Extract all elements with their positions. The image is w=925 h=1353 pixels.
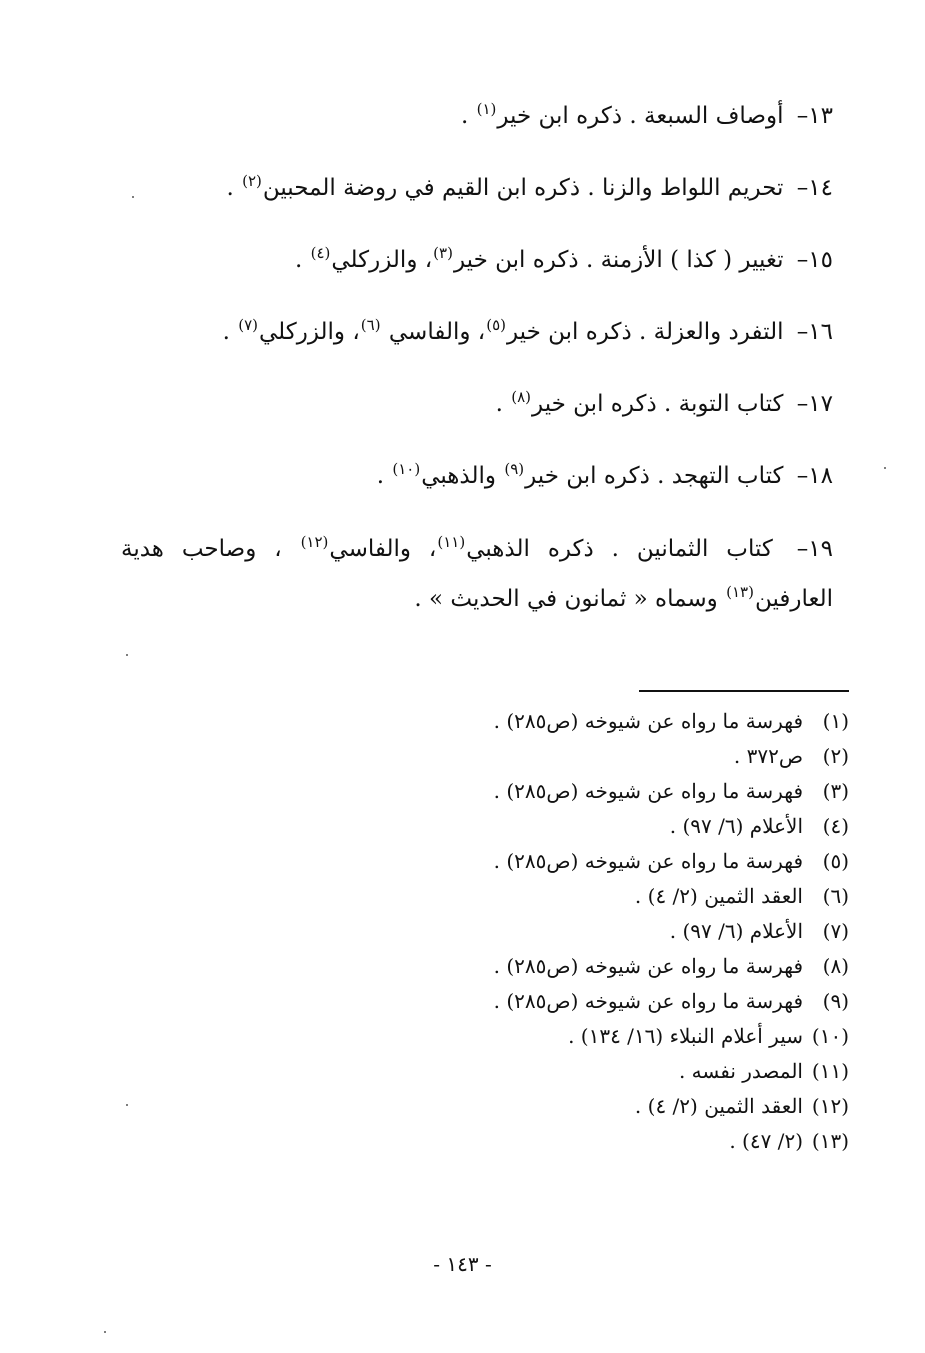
footnote-marker[interactable]: (٣)	[433, 244, 453, 263]
entry-text: ، وصاحب هدية العارفين	[121, 536, 833, 612]
footnote-item	[349, 949, 849, 984]
footnote-text: (٢/ ٤٧) .	[729, 1129, 803, 1153]
footnote-number: (٢)	[822, 744, 849, 768]
footnote-number: (١٠)	[811, 1024, 849, 1048]
entry-17	[113, 386, 833, 422]
entry-19	[121, 524, 833, 624]
footnote-item	[349, 809, 849, 844]
footnote-text: فهرسة ما رواه عن شيوخه (ص٢٨٥) .	[493, 709, 803, 733]
entry-text: ، والفاسي	[381, 319, 486, 345]
footnote-item	[349, 844, 849, 879]
entry-text: ، والزركلي	[331, 247, 433, 273]
footnote-item	[349, 704, 849, 739]
footnote-marker[interactable]: (٨)	[511, 388, 532, 407]
entry-text: التفرد والعزلة . ذكره ابن خير	[506, 319, 784, 345]
entry-text: .	[294, 247, 310, 273]
footnote-number: (١)	[822, 709, 849, 733]
footnote-marker[interactable]: (١)	[476, 100, 497, 119]
entry-text: .	[495, 391, 511, 417]
footnote-marker[interactable]: (٩)	[504, 460, 525, 479]
footnote-number: (٤)	[822, 814, 849, 838]
footnote-text: فهرسة ما رواه عن شيوخه (ص٢٨٥) .	[493, 989, 803, 1013]
scan-speck	[884, 467, 886, 469]
footnote-item	[349, 984, 849, 1019]
footnote-divider	[639, 690, 849, 692]
entry-text: ، والزركلي	[259, 319, 360, 345]
footnote-marker[interactable]: (٧)	[238, 316, 258, 335]
entry-text: والذهبي	[421, 463, 504, 489]
footnote-item	[349, 1019, 849, 1054]
scan-speck	[132, 196, 134, 198]
footnote-marker[interactable]: (٤)	[310, 244, 331, 263]
footnote-marker[interactable]: (١٢)	[300, 533, 329, 552]
entry-text: كتاب الثمانين . ذكره الذهبي	[466, 536, 773, 562]
footnote-text: فهرسة ما رواه عن شيوخه (ص٢٨٥) .	[493, 849, 803, 873]
footnote-marker[interactable]: (١٠)	[392, 460, 421, 479]
scan-speck	[126, 1104, 128, 1106]
entry-text: تغيير ( كذا ) الأزمنة . ذكره ابن خير	[453, 247, 784, 273]
footnote-text: العقد الثمين (٢/ ٤) .	[634, 884, 803, 908]
entry-text: .	[226, 175, 242, 201]
footnote-marker[interactable]: (١٣)	[726, 583, 754, 602]
entries-list	[113, 98, 833, 624]
entry-number: ١٥–	[796, 247, 833, 273]
footnote-number: (١١)	[811, 1059, 849, 1083]
footnote-marker[interactable]: (٦)	[360, 316, 381, 335]
footnote-number: (١٢)	[811, 1094, 849, 1118]
entry-16	[113, 314, 833, 350]
scan-speck	[104, 1331, 106, 1333]
footnote-marker[interactable]: (١١)	[437, 533, 466, 552]
entry-14	[113, 170, 833, 206]
footnote-text: ص٣٧٢ .	[733, 744, 803, 768]
footnote-item	[349, 1124, 849, 1159]
footnote-text: الأعلام (٦/ ٩٧) .	[669, 919, 803, 943]
entry-18	[113, 458, 833, 494]
entry-text: تحريم اللواط والزنا . ذكره ابن القيم في روضة المحبين	[262, 175, 784, 201]
footnote-item	[349, 879, 849, 914]
footnote-number: (٣)	[822, 779, 849, 803]
footnote-text: العقد الثمين (٢/ ٤) .	[634, 1094, 803, 1118]
entry-text: كتاب التهجد . ذكره ابن خير	[525, 463, 784, 489]
entry-number: ١٣–	[796, 103, 833, 129]
footnote-text: فهرسة ما رواه عن شيوخه (ص٢٨٥) .	[493, 779, 803, 803]
footnote-text: فهرسة ما رواه عن شيوخه (ص٢٨٥) .	[493, 954, 803, 978]
entry-text: أوصاف السبعة . ذكره ابن خير	[497, 103, 784, 129]
entry-text: .	[222, 319, 238, 345]
entry-text: وسماه « ثمانون في الحديث » .	[414, 586, 726, 612]
footnote-number: (٧)	[822, 919, 849, 943]
footnote-item	[349, 1089, 849, 1124]
footnote-number: (٦)	[822, 884, 849, 908]
footnote-number: (٨)	[822, 954, 849, 978]
entry-text: كتاب التوبة . ذكره ابن خير	[532, 391, 784, 417]
entry-text: ، والفاسي	[329, 536, 437, 562]
entry-number: ١٦–	[796, 319, 833, 345]
scan-speck	[126, 654, 128, 656]
entry-13	[113, 98, 833, 134]
entry-text: .	[376, 463, 392, 489]
footnote-marker[interactable]: (٢)	[242, 172, 262, 191]
page-number: - ١٤٣ -	[433, 1252, 492, 1276]
footnotes-list	[349, 704, 849, 1159]
footnote-item	[349, 914, 849, 949]
entry-number: ١٤–	[796, 175, 833, 201]
footnote-item	[349, 739, 849, 774]
footnote-item	[349, 774, 849, 809]
entry-number: ١٩–	[796, 536, 833, 562]
entry-text: .	[460, 103, 476, 129]
entry-15	[113, 242, 833, 278]
footnote-text: المصدر نفسه .	[678, 1059, 803, 1083]
footnote-marker[interactable]: (٥)	[486, 316, 506, 335]
footnote-text: الأعلام (٦/ ٩٧) .	[669, 814, 803, 838]
footnote-number: (٥)	[822, 849, 849, 873]
footnote-number: (٩)	[822, 989, 849, 1013]
entry-number: ١٧–	[796, 391, 833, 417]
footnote-text: سير أعلام النبلاء (١٦/ ١٣٤) .	[568, 1024, 803, 1048]
footnote-number: (١٣)	[811, 1129, 849, 1153]
footnote-item	[349, 1054, 849, 1089]
entry-number: ١٨–	[796, 463, 833, 489]
